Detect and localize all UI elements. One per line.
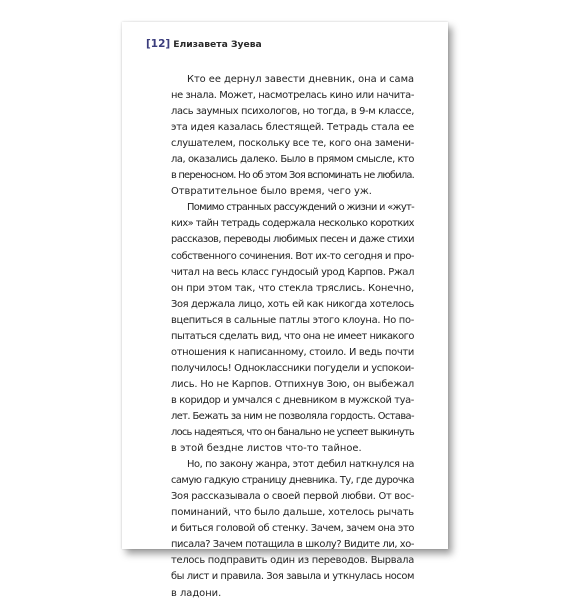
text-line: в переносном. Но об этом Зоя вспоминать не любила. [171, 170, 415, 182]
text-line: получилось! Одноклассники погудели и успокои- [171, 362, 414, 374]
text-line: Зоя рассказывала о своей первой любви. От вос- [171, 491, 414, 503]
text-line: лет. Бежать за ним не позволяла гордость. Остава- [171, 410, 414, 422]
text-line: собственного сочинения. Вот их-то сегодня и про- [171, 250, 415, 262]
text-line: он при этом так, что стекла тряслись. Конечно, [171, 282, 415, 294]
text-line: телось подправить один из переводов. Вырвала [171, 555, 415, 567]
text-line: Кто ее дернул завести дневник, она и сама [187, 74, 414, 85]
text-line: в коридор и умчался с дневником в мужской туа- [171, 394, 414, 406]
text-line: ких» тайн тетрадь содержала несколько коротких [171, 218, 414, 230]
text-line: Зоя держала лицо, хоть ей как никогда хотелось [171, 298, 414, 310]
text-line: бы лист и правила. Зоя завыла и уткнулась носом [171, 571, 415, 583]
text-line: и биться головой об стенку. Зачем, зачем она это [171, 523, 414, 535]
paragraph-1 [171, 72, 414, 200]
text-line: отношения к написанному, стоило. И ведь почти [171, 346, 414, 358]
body-text [171, 72, 414, 602]
text-line: эта идея казалась блестящей. Тетрадь стала ее [171, 122, 415, 134]
text-line: слушателем, поскольку все те, кого она замени- [171, 138, 415, 150]
text-line: лись. Но не Карпов. Отпихнув Зою, он выбежал [171, 378, 415, 390]
page-number: [12] [146, 38, 171, 50]
paragraph-3 [171, 457, 414, 601]
text-line: лось надеяться, что он банально не успеет выкинуть [171, 427, 414, 439]
text-line: читал на весь класс гундосый урод Карпов. Ржал [171, 266, 415, 278]
text-line: самую гадкую страницу дневника. Ту, где дурочка [171, 475, 415, 487]
text-line: Помимо странных рассуждений о жизни и «жут- [187, 202, 415, 214]
text-line: поминаний, что было дальше, хотелось рычать [171, 507, 414, 519]
text-line: лась заумных психологов, но тогда, в 9-м классе, [171, 106, 414, 118]
author-name: Елизавета Зуева [173, 39, 262, 50]
text-line: вцепиться в сальные патлы этого клоуна. Но по- [171, 314, 414, 326]
text-line: писала? Зачем потащила в школу? Видите ли, хо- [171, 539, 414, 551]
text-line: пытаться сделать вид, что она не имеет никакого [171, 330, 414, 342]
text-line: Но, по закону жанра, этот дебил наткнулся на [187, 459, 414, 471]
text-line: в этой бездне листов что-то тайное. [171, 443, 362, 455]
paragraph-2 [171, 200, 414, 457]
text-line: Отвратительное было время, чего уж. [171, 186, 372, 198]
text-line: не знала. Может, насмотрелась кино или начита- [171, 90, 415, 102]
text-line: в ладони. [171, 587, 222, 599]
text-line: рассказов, переводы любимых песен и даже стихи [171, 234, 415, 246]
book-page [122, 22, 448, 599]
text-line: ла, оказались далеко. Было в прямом смысле, кто [171, 154, 414, 166]
running-head [146, 38, 262, 50]
